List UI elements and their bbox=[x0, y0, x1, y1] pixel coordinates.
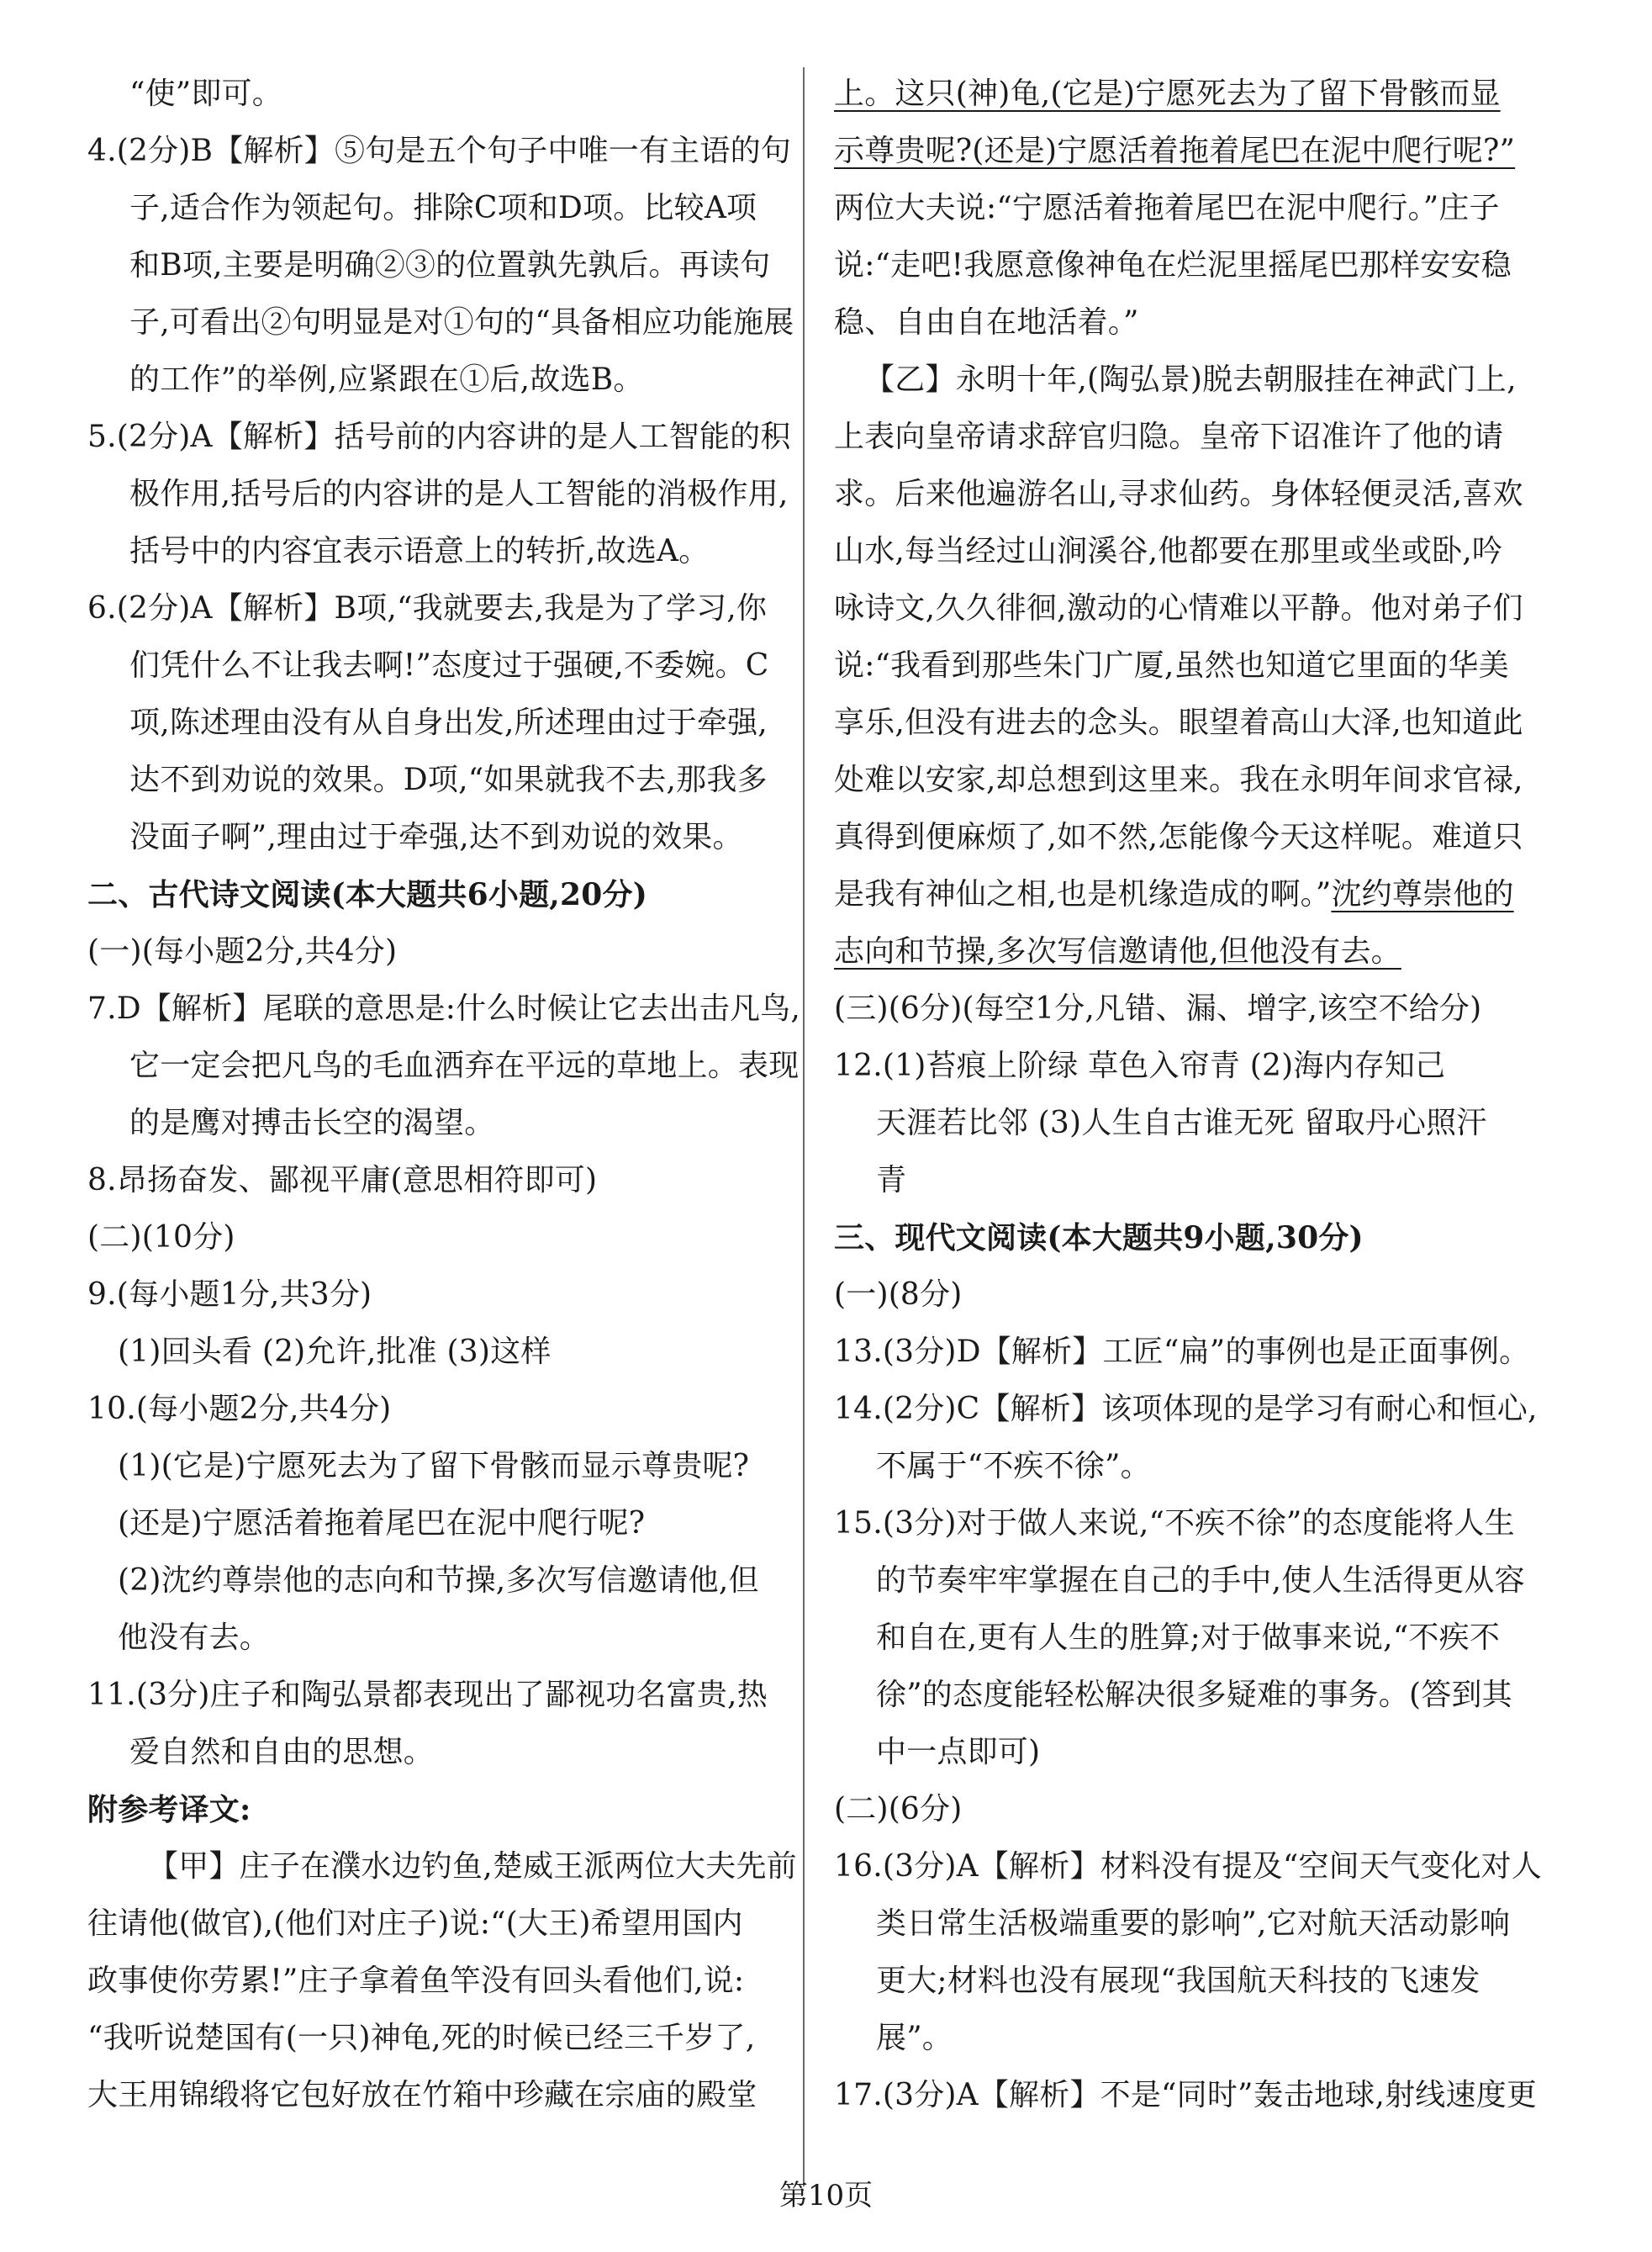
text-line: 12.(1)苔痕上阶绿 草色入帘青 (2)海内存知己 bbox=[834, 1049, 1446, 1083]
text-line: 10.(每小题2分,共4分) bbox=[87, 1392, 392, 1426]
translation-line: 求。后来他遍游名山,寻求仙药。身体轻便灵活,喜欢 bbox=[834, 477, 1523, 511]
text-line: 他没有去。 bbox=[118, 1620, 271, 1655]
text-line: 青 bbox=[876, 1163, 907, 1197]
sub-heading: (二)(6分) bbox=[834, 1792, 963, 1826]
text-line: 它一定会把凡鸟的毛血洒弃在平远的草地上。表现 bbox=[129, 1049, 800, 1083]
text-line: 13.(3分)D【解析】工匠“扁”的事例也是正面事例。 bbox=[834, 1335, 1530, 1369]
section-heading: 二、古代诗文阅读(本大题共6小题,20分) bbox=[87, 877, 647, 912]
text-line: 类日常生活极端重要的影响”,它对航天活动影响 bbox=[876, 1906, 1511, 1941]
text-line: 更大;材料也没有展现“我国航天科技的飞速发 bbox=[876, 1964, 1480, 1998]
text-line: 11.(3分)庄子和陶弘景都表现出了鄙视功名富贵,热 bbox=[87, 1678, 768, 1712]
text-line: 9.(每小题1分,共3分) bbox=[87, 1277, 372, 1312]
translation-line: 说:“我看到那些朱门广厦,虽然也知道它里面的华美 bbox=[834, 648, 1509, 683]
text-line: 子,适合作为领起句。排除C项和D项。比较A项 bbox=[129, 191, 757, 225]
text-line: (1)回头看 (2)允许,批准 (3)这样 bbox=[118, 1335, 552, 1369]
translation-line: 山水,每当经过山涧溪谷,他都要在那里或坐或卧,吟 bbox=[834, 534, 1503, 568]
translation-line: 【乙】永明十年,(陶弘景)脱去朝服挂在神武门上, bbox=[864, 362, 1517, 397]
text-line: 和自在,更有人生的胜算;对于做事来说,“不疾不 bbox=[876, 1620, 1501, 1655]
text-line: 7.D【解析】尾联的意思是:什么时候让它去出击凡鸟, bbox=[87, 991, 800, 1026]
text-line: (2)沈约尊崇他的志向和节操,多次写信邀请他,但 bbox=[118, 1563, 759, 1598]
text-line: 天涯若比邻 (3)人生自古谁无死 留取丹心照汗 bbox=[876, 1106, 1487, 1140]
text-line: 不属于“不疾不徐”。 bbox=[876, 1449, 1151, 1483]
text-line: 6.(2分)A【解析】B项,“我就要去,我是为了学习,你 bbox=[87, 591, 768, 626]
text-line: 爱自然和自由的思想。 bbox=[129, 1735, 435, 1769]
text-line: 中一点即可) bbox=[876, 1735, 1041, 1769]
sub-heading: (二)(10分) bbox=[87, 1220, 235, 1255]
page-number: 第10页 bbox=[778, 2179, 874, 2212]
text-line: 极作用,括号后的内容讲的是人工智能的消极作用, bbox=[129, 477, 789, 511]
translation-line: 示尊贵呢?(还是)宁愿活着拖着尾巴在泥中爬行呢?” bbox=[834, 134, 1516, 168]
translation-line: 两位大夫说:“宁愿活着拖着尾巴在泥中爬行。”庄子 bbox=[834, 191, 1500, 225]
text-line: 括号中的内容宜表示语意上的转折,故选A。 bbox=[129, 534, 710, 568]
translation-line: 处难以安家,却总想到这里来。我在永明年间求官禄, bbox=[834, 763, 1523, 797]
text-line: 项,陈述理由没有从自身出发,所述理由过于牵强, bbox=[129, 706, 768, 740]
text-line: 们凭什么不让我去啊!”态度过于强硬,不委婉。C bbox=[129, 648, 769, 683]
translation-line: 大王用锦缎将它包好放在竹箱中珍藏在宗庙的殿堂 bbox=[87, 2078, 757, 2112]
translation-line: 政事使你劳累!”庄子拿着鱼竿没有回头看他们,说: bbox=[87, 1964, 745, 1998]
translation-line: “我听说楚国有(一只)神龟,死的时候已经三千岁了, bbox=[87, 2021, 756, 2055]
text-line: 的工作”的举例,应紧跟在①后,故选B。 bbox=[129, 362, 644, 397]
text-line: 4.(2分)B【解析】⑤句是五个句子中唯一有主语的句 bbox=[87, 134, 791, 168]
sub-heading: (一)(8分) bbox=[834, 1277, 963, 1312]
translation-line: 真得到便麻烦了,如不然,怎能像今天这样呢。难道只 bbox=[834, 820, 1523, 854]
text-line: 达不到劝说的效果。D项,“如果就我不去,那我多 bbox=[129, 763, 768, 797]
text-line: 徐”的态度能轻松解决很多疑难的事务。(答到其 bbox=[876, 1678, 1512, 1712]
text-line: 的节奏牢牢掌握在自己的手中,使人生活得更从容 bbox=[876, 1563, 1525, 1598]
sub-heading: (一)(每小题2分,共4分) bbox=[87, 934, 398, 969]
translation-line: 说:“走吧!我愿意像神龟在烂泥里摇尾巴那样安安稳 bbox=[834, 248, 1512, 283]
translation-line bbox=[834, 866, 1525, 923]
left-column bbox=[87, 66, 800, 2124]
text-line: 8.昂扬奋发、鄙视平庸(意思相符即可) bbox=[87, 1163, 598, 1197]
sub-heading: (三)(6分)(每空1分,凡错、漏、增字,该空不给分) bbox=[834, 991, 1482, 1026]
translation-line: 稳、自由自在地活着。” bbox=[834, 305, 1139, 340]
translation-heading: 附参考译文: bbox=[87, 1792, 251, 1827]
text-line: 没面子啊”,理由过于牵强,达不到劝说的效果。 bbox=[129, 820, 743, 854]
text-line: 展”。 bbox=[876, 2021, 953, 2055]
text-line: 5.(2分)A【解析】括号前的内容讲的是人工智能的积 bbox=[87, 420, 791, 454]
translation-line: 【甲】庄子在濮水边钓鱼,楚威王派两位大夫先前 bbox=[148, 1849, 797, 1884]
translation-line: 咏诗文,久久徘徊,激动的心情难以平静。他对弟子们 bbox=[834, 591, 1523, 626]
text-line: 子,可看出②句明显是对①句的“具备相应功能施展 bbox=[129, 305, 794, 340]
translation-line: 享乐,但没有进去的念头。眼望着高山大泽,也知道此 bbox=[834, 706, 1523, 740]
text-line: 的是鹰对搏击长空的渴望。 bbox=[129, 1106, 495, 1140]
text-line: 和B项,主要是明确②③的位置孰先孰后。再读句 bbox=[129, 248, 771, 283]
text-line: 14.(2分)C【解析】该项体现的是学习有耐心和恒心, bbox=[834, 1392, 1538, 1426]
translation-line: 往请他(做官),(他们对庄子)说:“(大王)希望用国内 bbox=[87, 1906, 743, 1941]
text-line: (1)(它是)宁愿死去为了留下骨骸而显示尊贵呢? bbox=[118, 1449, 750, 1483]
translation-line: 志向和节操,多次写信邀请他,但他没有去。 bbox=[834, 934, 1401, 969]
translation-line: 上表向皇帝请求辞官归隐。皇帝下诏准许了他的请 bbox=[834, 420, 1504, 454]
column-divider bbox=[803, 67, 805, 2186]
text-line: 17.(3分)A【解析】不是“同时”轰击地球,射线速度更 bbox=[834, 2078, 1538, 2112]
underlined-text: 沈约尊崇他的 bbox=[1331, 877, 1514, 912]
translation-text: 是我有神仙之相,也是机缘造成的啊。” bbox=[834, 877, 1332, 912]
translation-line: 上。这只(神)龟,(它是)宁愿死去为了留下骨骸而显 bbox=[834, 77, 1501, 111]
text-line: (还是)宁愿活着拖着尾巴在泥中爬行呢? bbox=[118, 1506, 646, 1541]
right-column bbox=[834, 66, 1543, 2124]
text-line: “使”即可。 bbox=[129, 77, 283, 111]
text-line: 16.(3分)A【解析】材料没有提及“空间天气变化对人 bbox=[834, 1849, 1543, 1884]
section-heading: 三、现代文阅读(本大题共9小题,30分) bbox=[834, 1220, 1364, 1256]
text-line: 15.(3分)对于做人来说,“不疾不徐”的态度能将人生 bbox=[834, 1506, 1515, 1541]
